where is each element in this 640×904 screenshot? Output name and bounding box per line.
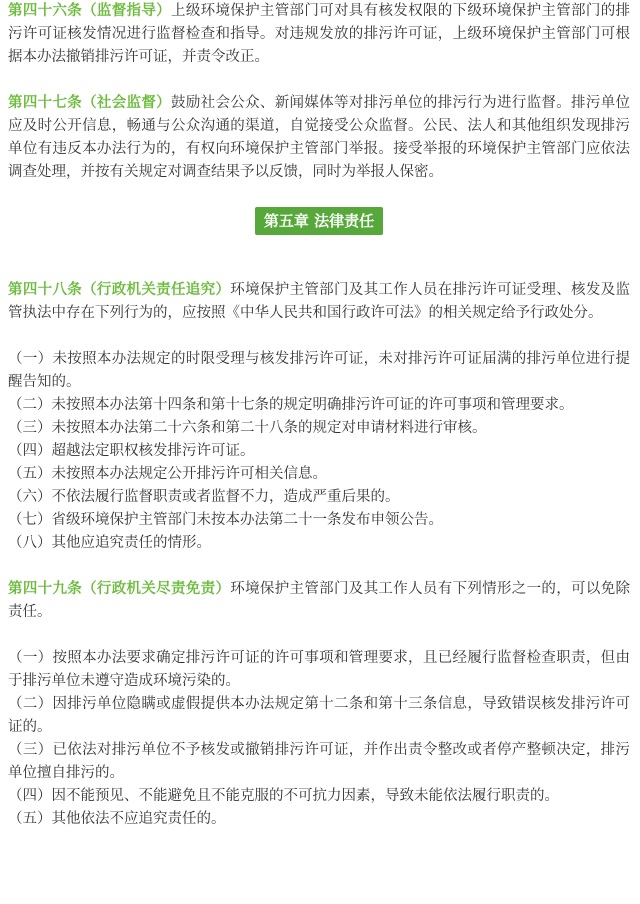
list-item: （二）因排污单位隐瞒或虚假提供本办法规定第十二条和第十三条信息，导致错误核发排污许可证的。 [8,696,630,735]
article-47-body: 鼓励社会公众、新闻媒体等对排污单位的排污行为进行监督。排污单位应及时公开信息，畅通与公众沟通的渠道，自觉接受公众监督。公民、法人和其他组织发现排污单位有违反本办法行为的，有权向环境保护主管部门举报。接受举报的环境保护主管部门应依法调查处理，并按有关规定对调查结果予以反馈，同时为举报人保密。 [8,95,631,180]
list-item: （七）省级环境保护主管部门未按本办法第二十一条发布申领公告。 [8,512,443,528]
list-item: （一）未按照本办法规定的时限受理与核发排污许可证，未对排污许可证届满的排污单位进行提醒告知的。 [8,351,630,390]
article-48-body: 环境保护主管部门及其工作人员在排污许可证受理、核发及监管执法中存在下列行为的，应按照《中华人民共和国行政许可法》的相关规定给予行政处分。 [8,282,631,321]
article-46-body: 上级环境保护主管部门可对具有核发权限的下级环境保护主管部门的排污许可证核发情况进行监督检查和指导。对违规发放的排污许可证，上级环境保护主管部门可根据本办法撤销排污许可证，并责令改正。 [8,3,631,65]
list-item: （二）未按照本办法第十四条和第十七条的规定明确排污许可证的许可事项和管理要求。 [8,397,574,413]
list-item: （三）已依法对排污单位不予核发或撤销排污许可证，并作出责令整改或者停产整顿决定，排污单位擅自排污的。 [8,742,630,781]
article-49-heading: 第四十九条（行政机关尽责免责） [8,581,231,597]
article-48 [8,279,630,325]
article-49-body: 环境保护主管部门及其工作人员有下列情形之一的，可以免除责任。 [8,581,631,620]
list-item: （六）不依法履行监督职责或者监督不力，造成严重后果的。 [8,489,400,505]
chapter-heading-wrap [8,207,630,235]
list-item: （五）其他依法不应追究责任的。 [8,811,226,827]
article-46 [8,0,630,69]
list-item: （三）未按照本办法第二十六条和第二十八条的规定对申请材料进行审核。 [8,420,487,436]
article-49 [8,578,630,624]
article-47-heading: 第四十七条（社会监督） [8,95,171,111]
article-47 [8,92,630,184]
article-48-heading: 第四十八条（行政机关责任追究） [8,282,231,298]
list-item: （四）因不能预见、不能避免且不能克服的不可抗力因素，导致未能依法履行职责的。 [8,788,559,804]
list-item: （八）其他应追究责任的情形。 [8,535,211,551]
list-item: （五）未按照本办法规定公开排污许可相关信息。 [8,466,327,482]
article-46-heading: 第四十六条（监督指导） [8,3,171,19]
chapter-5-badge: 第五章 法律责任 [255,207,383,235]
list-item: （一）按照本办法要求确定排污许可证的许可事项和管理要求，且已经履行监督检查职责，但由于排污单位未遵守造成环境污染的。 [8,650,630,689]
article-48-items [8,348,630,555]
list-item: （四）超越法定职权核发排污许可证。 [8,443,255,459]
article-49-items [8,647,630,831]
